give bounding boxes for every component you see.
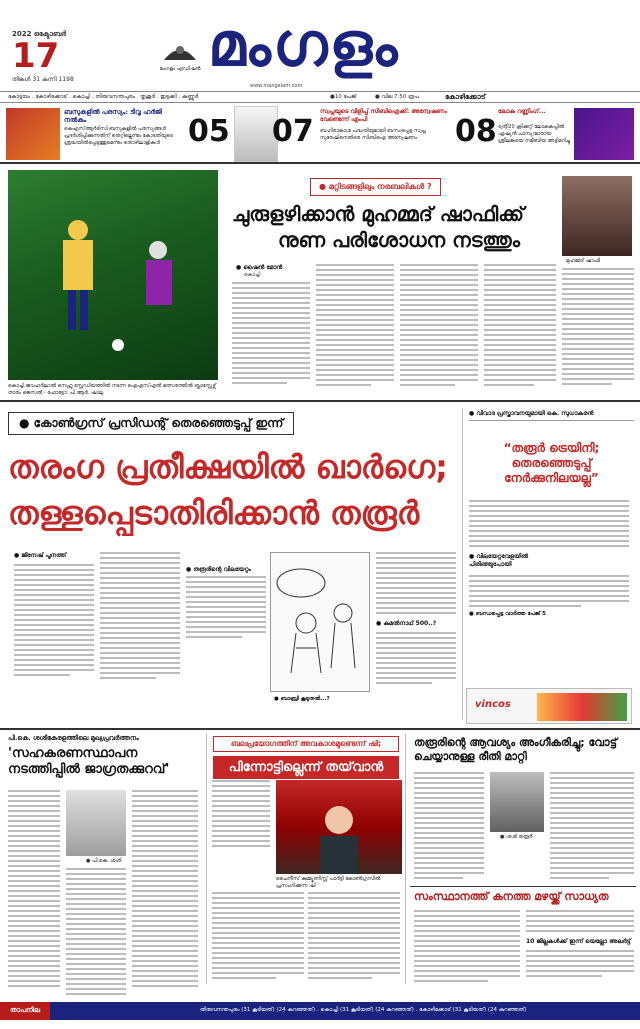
- second-subhead-2: ● കമൽനാഥ് 500..?: [376, 620, 437, 627]
- bottom-mid-body-2: [212, 892, 304, 982]
- edition-bar: [0, 91, 640, 103]
- cartoon: [270, 552, 370, 692]
- cartoon-caption: ● ബാബ്രി കൂടുതൽ...?: [274, 696, 330, 702]
- tharoor-photo: [490, 772, 544, 832]
- rain-body-2: [526, 910, 634, 935]
- sidebar-body-2: [469, 575, 629, 607]
- shafi-photo: [562, 176, 632, 256]
- teaser-2-text: ബഹിരാകാശ പദ്ധതിയുമായി ബന്ധപ്പെട്ട സ്വപ്ന സുരേഷിനെതിരെ സിബിഐ അന്വേഷണം: [320, 128, 426, 141]
- teaser-2-headline: സ്വപ്നയുടെ വിളിപ്പ് സിബിഐക്ക്: അന്വേഷണം വേണ്ടെന്ന് എംപി: [320, 108, 447, 123]
- bottom-left-headline: 'സഹകരണസ്ഥാപന നടത്തിപ്പിൽ ജാഗ്രതക്കുറവ്': [8, 746, 170, 777]
- sidebar: [462, 408, 634, 720]
- lead-headline-2: നുണ പരിശോധന നടത്തും: [278, 228, 520, 252]
- second-body-col-2: [100, 552, 180, 682]
- bottom-left-kicker: പി.കെ. ശശികേരളത്തിലെ മുഖ്യപ്രവർത്തനം: [8, 734, 139, 742]
- bottom-left-body-2: [66, 868, 126, 998]
- lead-headline-1: ചുരുളഴിക്കാൻ മുഹമ്മദ് ഷാഫിക്ക്: [232, 202, 524, 226]
- teaser-1-text: കെഎസ്ആർടിസി ബസുകളിൽ പരസ്യങ്ങൾ പ്രദർശിപ്പിക്കുന്നതിന് തെറ്റില്ലെന്നും കോടതിയുടെ ശ്രദ്ധയിൽപ്പെടുത്തുമെന്നും തൊഴിലാളികൾ: [64, 126, 173, 146]
- teaser-3-headline: ലോക റണ്ണിംഗ്...: [498, 108, 546, 115]
- lead-body-col-2: [316, 264, 394, 389]
- sasi-caption: ● പി.കെ. ശശി: [86, 858, 122, 864]
- sidebar-more-link[interactable]: ● ബന്ധപ്പെട്ട വാർത്ത പേജ് 5: [469, 611, 546, 617]
- bottom-right-body-2: [550, 772, 634, 882]
- second-body-col-3: [186, 576, 266, 641]
- price: ● വില 7.50 രൂപ: [375, 94, 419, 100]
- second-body-col-5: [376, 632, 456, 687]
- seal-icon: [150, 40, 210, 78]
- lead-body-col-1: [232, 282, 310, 387]
- tharoor-caption: ● ശശി തരൂർ: [500, 834, 533, 840]
- page-count: ●10 പേജ്: [330, 94, 357, 100]
- ad-brand: vincos: [475, 699, 511, 710]
- sidebar-body: [469, 500, 629, 547]
- divider-1: [0, 400, 640, 402]
- lead-body-col-3: [400, 264, 478, 389]
- lead-byline: ● ഷൈൻ മോൻ: [236, 264, 283, 271]
- football-caption: കൊച്ചി ജവഹർലാൽ നെഹ്രു സ്റ്റേഡിയത്തിൽ നടന്ന ഐഎസ്എൽ മത്സരത്തിൽ ബ്ലാസ്റ്റേഴ്സ് താരം ജെസൽ - ഫോട്ടോ: പി.ആർ. ഷാലു: [8, 383, 217, 396]
- issue-weekday: തിങ്കൾ 31 കന്നി 1198: [12, 76, 74, 83]
- sidebar-quote: “തരൂർ ട്രെയിനി; തെരഞ്ഞെടുപ്പ് നേർക്കുനിലയല്ല”: [503, 441, 600, 485]
- bottom-right-body-1: [414, 772, 484, 882]
- second-kicker: ● കോൺഗ്രസ് പ്രസിഡന്റ് തെരഞ്ഞെടുപ്പ് ഇന്ന്: [8, 412, 294, 435]
- second-body-col-4: [376, 552, 456, 617]
- teaser-3-page[interactable]: 08: [455, 114, 497, 149]
- ad-box[interactable]: [466, 688, 632, 724]
- rain-note: 10 ജില്ലകൾക്ക് ഇന്ന് യെല്ലോ അലർട്ട്: [526, 938, 631, 945]
- editions-list: കോട്ടയം . കോഴിക്കോട് . കൊച്ചി . തിരുവനന്തപുരം . തൃശൂർ . ഇടുക്കി . കണ്ണൂർ: [8, 94, 199, 100]
- edition-city: കോഴിക്കോട്: [445, 93, 486, 101]
- xi-photo: [276, 780, 402, 874]
- rain-headline: സംസ്ഥാനത്ത് കനത്ത മഴയ്ക്ക് സാധ്യത: [414, 890, 609, 903]
- sidebar-subhead: ● വിലയേറ്റവേളയിൽ പിരിഞ്ഞുപോയി: [469, 553, 529, 568]
- teaser-1-page[interactable]: 05: [188, 114, 230, 149]
- rain-body-1: [414, 910, 520, 985]
- bottom-mid-kicker: ബലപ്രയോഗത്തിന് അവകാശമുണ്ടെന്ന് ഷി;: [213, 736, 399, 752]
- teaser-bus-photo: [6, 108, 60, 160]
- divider-3: [410, 886, 636, 887]
- ad-product-image: [537, 693, 627, 721]
- xi-caption: ചൈനീസ് കമ്മ്യൂണിസ്റ്റ് പാർട്ടി കോൺഗ്രസിൽ പ്രസംഗിക്കുന്ന ഷി: [276, 876, 381, 889]
- second-headline-1: തരംഗ പ്രതീക്ഷയിൽ ഖാർഗെ;: [8, 448, 448, 486]
- bottom-mid-body-3: [308, 892, 400, 982]
- teaser-3-text: ട്വന്റി20 ക്രിക്കറ്റ് ലോകകപ്പിൽ ഏഷ്യൻ ചാമ്പ്യന്മാരായ ശ്രീലങ്കയെ നമീബിയ അട്ടിമറിച്ചു: [498, 124, 570, 144]
- teaser-1-headline: ബസുകളിൽ പരസ്യം: ടിവൃ ഹർജി നൽകും: [64, 108, 162, 124]
- second-headline-2: തള്ളപ്പെടാതിരിക്കാൻ തരൂർ: [8, 494, 420, 532]
- footer-label: താപനില: [0, 1002, 50, 1020]
- bottom-left-body-3: [132, 790, 198, 990]
- seal-text: മംഗളം എഡിഷൻ: [159, 66, 201, 72]
- sidebar-label: ● വിവാദ പ്രസ്താവനയുമായി കെ. സുധാകരൻ: [469, 408, 634, 421]
- lead-body-col-4: [484, 264, 556, 389]
- lead-place: കൊച്ചി: [244, 272, 261, 278]
- issue-year-month: 2022 ഒക്ടോബർ: [12, 30, 67, 38]
- masthead: [0, 0, 640, 92]
- sasi-photo: [66, 790, 126, 856]
- second-subhead-1: ● തരൂരിന്റെ വിലയേറ്റം: [186, 566, 252, 573]
- teaser-cricket-photo: [574, 108, 634, 160]
- football-photo: [8, 170, 218, 380]
- second-body-col-1: [14, 564, 94, 679]
- bottom-right-headline: തരൂരിന്റെ ആവശ്യം അംഗീകരിച്ചു; വോട്ട് ചെയ്യാനുള്ള രീതി മാറ്റി: [414, 736, 618, 763]
- divider-2: [0, 728, 640, 730]
- second-byline: ● ജിനേഷ് പൂനത്ത്: [14, 552, 67, 559]
- lead-kicker: ● മറ്റിടങ്ങളിലും നരബലികൾ ?: [310, 178, 441, 196]
- teaser-2-page[interactable]: 07: [272, 114, 314, 149]
- bottom-mid-body-1: [212, 780, 270, 850]
- website: www.mangalam.com: [250, 83, 303, 89]
- shafi-caption: മുഹമ്മദ് ഷാഫി: [566, 258, 601, 264]
- issue-day: 17: [12, 36, 60, 76]
- rain-body-3: [526, 950, 634, 980]
- teaser-strip: [0, 104, 640, 164]
- lead-body-col-5: [562, 268, 634, 388]
- bottom-left-body-1: [8, 790, 60, 990]
- footer-temperatures: തിരുവനന്തപുരം (31 കൂടിയത്) (24 കുറഞ്ഞത്) . കൊച്ചി (31 കൂടിയത്) (24 കുറഞ്ഞത്) . കോഴിക്കോട് (31 കൂടിയത്) (24 കുറഞ്ഞത്): [200, 1007, 527, 1013]
- bottom-mid-headline: പിന്നോട്ടില്ലെന്ന് തയ്‌വാൻ: [213, 756, 399, 779]
- masthead-title: മംഗളം: [208, 10, 400, 80]
- footer-bar: [0, 1002, 640, 1020]
